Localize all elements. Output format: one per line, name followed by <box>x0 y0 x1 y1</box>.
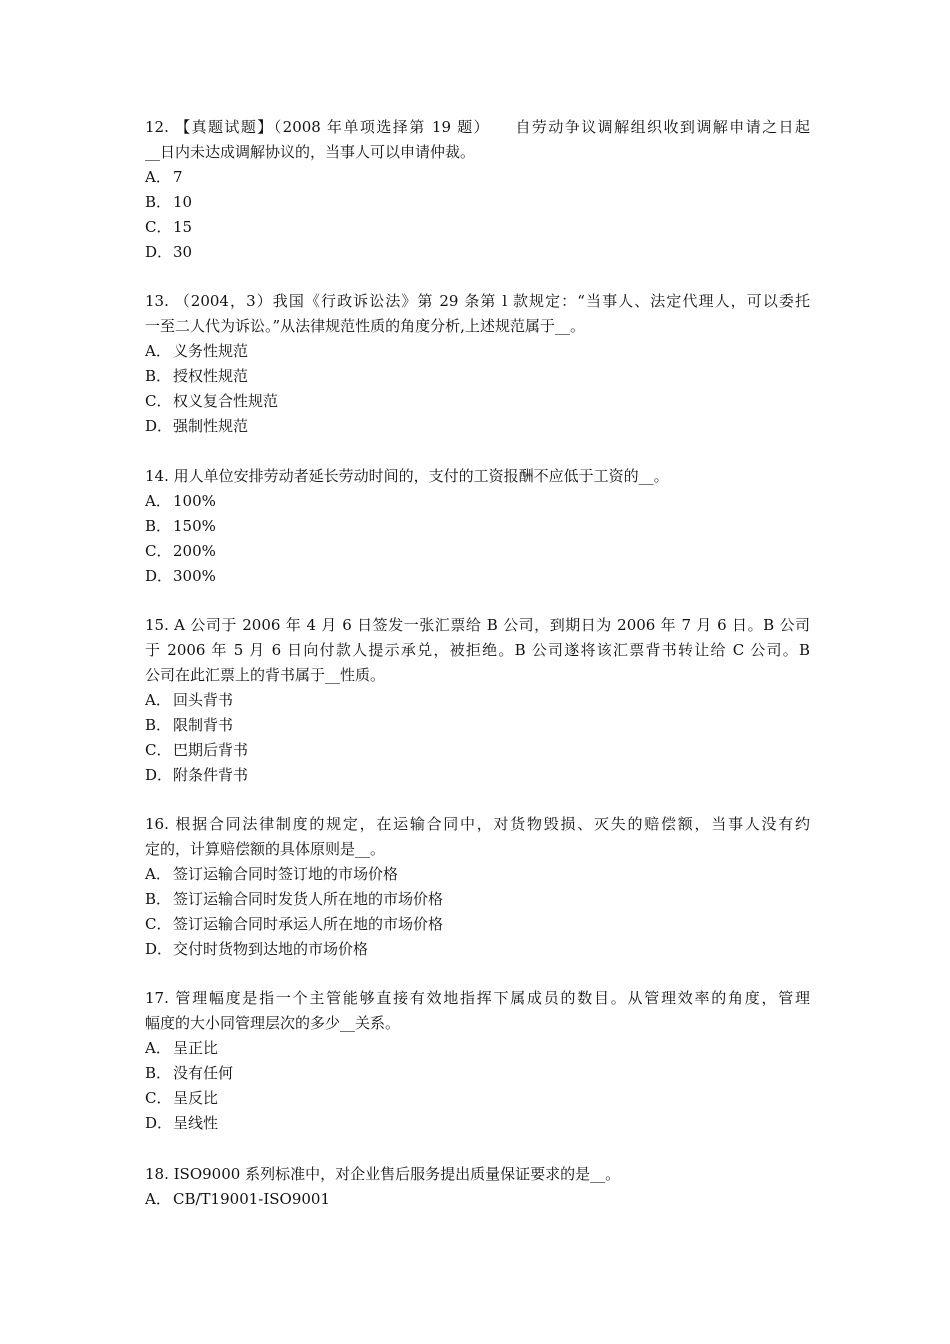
option-d: D．300% <box>145 567 216 585</box>
question-12 <box>145 115 810 265</box>
question-stem-line: 17. 管理幅度是指一个主管能够直接有效地指挥下属成员的数目。从管理效率的角度，管理 <box>145 989 810 1007</box>
question-14 <box>145 464 810 589</box>
option-c: C． 15 <box>145 218 193 236</box>
option-b: B． 授权性规范 <box>145 367 249 385</box>
question-17 <box>145 986 810 1136</box>
question-stem-line: 公司在此汇票上的背书属于__性质。 <box>145 666 386 684</box>
question-stem-line: 15. A 公司于 2006 年 4 月 6 日签发一张汇票给 B 公司，到期日为 2006 年 7 月 6 日。B 公司 <box>145 616 810 634</box>
question-stem-line: 18. ISO9000 系列标准中，对企业售后服务提出质量保证要求的是__。 <box>145 1165 621 1183</box>
option-c: C． 权义复合性规范 <box>145 392 279 410</box>
option-b: B． 没有任何 <box>145 1064 234 1082</box>
option-c: C． 呈反比 <box>145 1089 219 1107</box>
question-stem-line: 幅度的大小同管理层次的多少__关系。 <box>145 1014 401 1032</box>
option-c: C． 200% <box>145 542 216 560</box>
question-stem-line: 14. 用人单位安排劳动者延长劳动时间的，支付的工资报酬不应低于工资的__。 <box>145 467 669 485</box>
option-b: B． 签订运输合同时发货人所在地的市场价格 <box>145 890 444 908</box>
option-a: A． 签订运输合同时签订地的市场价格 <box>145 865 399 883</box>
option-b: B． 限制背书 <box>145 716 234 734</box>
question-stem-line: 定的，计算赔偿额的具体原则是__。 <box>145 840 386 858</box>
question-stem-line: 一至二人代为诉讼。”从法律规范性质的角度分析,上述规范属于__。 <box>145 317 585 335</box>
question-13 <box>145 289 810 439</box>
option-b: B． 150% <box>145 517 216 535</box>
question-stem-line: 12. 【真题试题】（2008 年单项选择第 19 题） 自劳动争议调解组织收到调解申请之日起 <box>145 118 810 136</box>
question-stem-line: 13. （2004，3）我国《行政诉讼法》第 29 条第 l 款规定：“当事人、法定代理人，可以委托 <box>145 292 810 310</box>
question-15 <box>145 613 810 788</box>
option-b: B． 10 <box>145 193 193 211</box>
option-a: A． 义务性规范 <box>145 342 249 360</box>
question-18 <box>145 1162 810 1212</box>
question-16 <box>145 812 810 962</box>
option-a: A． 7 <box>145 168 183 186</box>
option-d: D．30 <box>145 243 193 261</box>
option-c: C． 巴期后背书 <box>145 741 249 759</box>
option-d: D．呈线性 <box>145 1114 219 1132</box>
option-a: A． 呈正比 <box>145 1039 219 1057</box>
option-a: A． CB/T19001-ISO9001 <box>145 1190 331 1208</box>
option-c: C． 签订运输合同时承运人所在地的市场价格 <box>145 915 444 933</box>
option-a: A． 回头背书 <box>145 691 234 709</box>
question-stem-line: 于 2006 年 5 月 6 日向付款人提示承兑，被拒绝。B 公司遂将该汇票背书转让给 C 公司。B <box>145 641 810 659</box>
question-stem-line: __日内未达成调解协议的，当事人可以申请仲裁。 <box>145 143 476 161</box>
option-d: D．强制性规范 <box>145 417 249 435</box>
option-d: D．附条件背书 <box>145 766 249 784</box>
question-stem-line: 16. 根据合同法律制度的规定，在运输合同中，对货物毁损、灭失的赔偿额，当事人没有约 <box>145 815 810 833</box>
option-d: D．交付时货物到达地的市场价格 <box>145 940 369 958</box>
option-a: A． 100% <box>145 492 216 510</box>
